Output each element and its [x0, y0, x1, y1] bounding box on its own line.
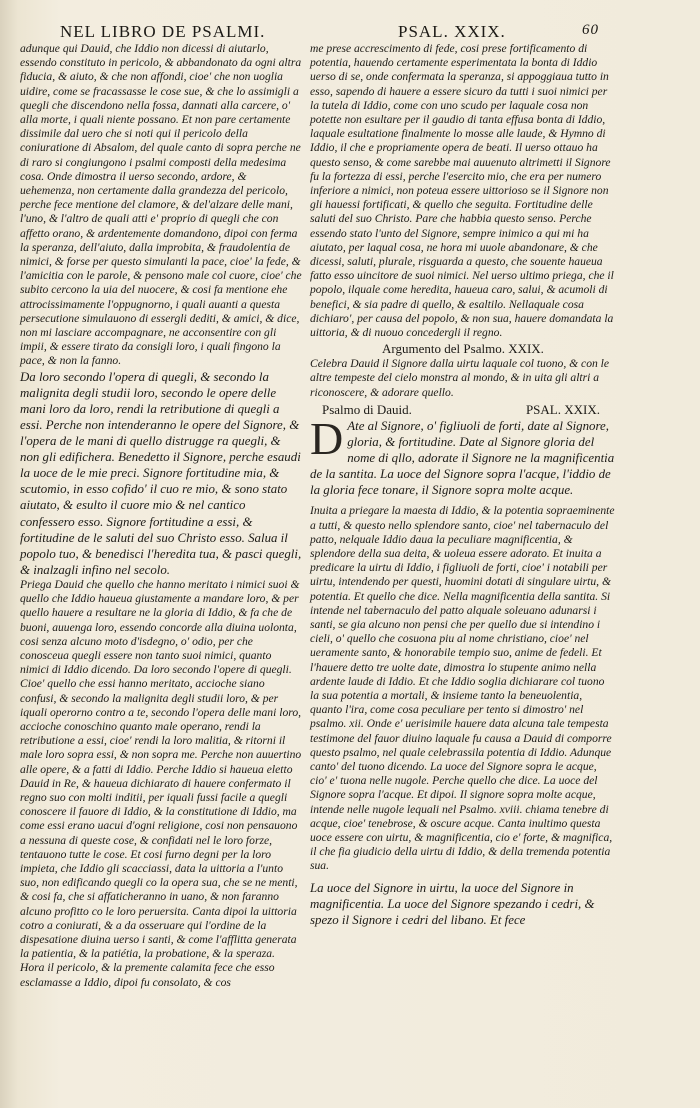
right-column [310, 42, 616, 928]
psalm-text-body: Ate al Signore, o' figliuoli de forti, date al Signore, gloria, & fortitudine. Date al Signore gloria del nome di qllo, adorate il Signore ne la magnificentia de la santita. La uoce del Signore sopra l'acque, l'iddio de la gloria fece tonare, il Signore sopra molte acque. [310, 418, 615, 498]
drop-cap-letter: D [310, 412, 344, 464]
running-header [60, 22, 620, 44]
commentary-top-left: adunque qui Dauid, che Iddio non dicessi di aiutarlo, essendo constituto in pericolo, & abbandonato da ogni altra fiducia, & aiuto, & che non affondi, cioe' che non uoglia uidire, come se fracassasse le cose sue, & che lo assimigli a quegli che discendono nella fossa, dannati alla carcere, o' alla morte, i quali niente possano. Et non pare certamente dissimile dal uero che si noti qui il pericolo della coniuratione di Absalom, del quale canto di sopra perche ne di raro si congiungono i psalmi composti della medesima cosa. Onde dimostra il uerso secondo, ardore, & uehemenza, non certamente dalla grandezza del pericolo, perche fece mentione del clamore, & del'alzare delle mani, l'uno, & l'altro de quali atti e' proprio di quegli che con affetto orano, & ardentemente domandono, dipoi con ferma la speranza, dell'aiuto, dalla improbita, & fraudolentia de nimici, & forse per questo simulanti la pace, cioe' la fede, & l'amicitia con le parole, & pensono male col cuore, cioe' che subito cercono la uia del nuocere, & cosi fa mentione ehe attrocissimamente l'oppugnorno, i quali auanti a questa persecutione simulauono di essergli dediti, & amici, & dice, non mi lasciare accompagnare, ne acconsentire con gli impii, & essere tirato da consigli loro, i quali fingono la pace, & non la fanno. [20, 42, 302, 368]
commentary-top-right: me prese accrescimento di fede, cosi prese fortificamento di potentia, hauendo certamente esperimentata la bonta di Iddio uerso di se, onde confermata la speranza, si appoggiaua tutto in esso, sapendo di hauere a essere sicuro da tutti i suoi nimici per la tutela di Iddio, come con uno scudo per laquale cosa non potette non esultare per il gaudio di tanta effusa bonta di Iddio, laquale esultatione finalmente lo mosse alle laude, & Hymno di Iddio, il che e propriamente opera de beati. Il uerso ottauo ha questo senso, & come sarebbe mai auuenuto altrimetti il Signore fu la fortezza di essi, perche l'esercito mio, che era per numero inferiore a nimici, non poteua essere uittorioso se il Signore non gli hauessi fortificati, & quello che seguita. Fortitudine delle saluti del suo Christo. Pare che habbia questo senso. Perche essendo stato l'unto del Signore, sempre inimico a qui mi ha aiutato, per laqual cosa, ne hora mi uuole abandonare, & che dicessi, saluti, plurale, risguarda a questo, che souente haueua fatto esso uincitore de suoi nimici. Nel uerso ultimo priega, che il popolo, ilquale come heredita, haueua caro, salui, & acumoli di benefici, & sia padre di quello, & esaltilo. Nellaquale cosa dichiaro', per causa del popolo, & non sua, hauere domandata la uittoria, & di nuouo concedergli il regno. [310, 42, 614, 340]
running-title: NEL LIBRO DE PSALMI. [60, 22, 266, 41]
left-column [20, 42, 302, 990]
argument-text: Celebra Dauid il Signore dalla uirtu laquale col tuono, & con le altre tempeste del cielo monstra al mondo, & in uita gli altri a riconoscere, & adorare quello. [310, 357, 610, 399]
psalm-heading [310, 402, 616, 418]
commentary-middle-right: Inuita a priegare la maesta di Iddio, & la potentia sopraeminente a tutti, & questo nello splendore santo, cioe' nel tabernaculo del patto, nelquale Iddio daua la peculiare magnificentia, & splendore della sua deita, & uoleua essere adorato. Et inuita a predicare la uirtu di Iddio, i figliuoli de forti, cioe' i notabili per uirtu, intendendo per questi, huomini dotati di singulare uirtu, & potentia. Et quello che dice. Nella magnificentia della santita. Si intende nel tabernaculo del patto alquale soleuano adunarsi i santi, se gia alcuno non pensi che per quello due si intendino i cieli, o' quello che cosuona piu al nome christiano, cioe' nel ueramente santo, & honorabile tempio suo, anime de fedeli. Et l'hauere detto tre uolte date, dimostra lo stupente animo nella ardente laude di Iddio. Et che Iddio soglia dichiarare col tuono la sua potentia a mortali, & insieme tanto la beneuolentia, quanto l'ira, come cosa peculiare per tento si dimostro' nel psalmo. xii. Onde e' uerisimile hauere data alcuna tale tempesta testimone del fauor diuino laquale fu causa a Dauid di comporre questo psalmo, nel quale celebrassila potentia di Iddio. Adunque canto' del tuono dicendo. La uoce del Signore sopra le acque, cio' e' tuona nelle nugole. Perche quello che dice. La uoce del Signore sopra l'acque. Et dipoi. Il signore sopra molte acque, intende nelle nugole lequali nel Psalmo. xviii. chiama tenebre di acque, cioe' tenebrose, & oscure acque. Canta inultimo questa uoce essere con uirtu, & magnificentia, cio e' forte, & magnifica, il che fia giudicio della uirtu di Iddio, & della tremenda potentia sua. [310, 504, 615, 873]
psalm-label: PSAL. XXIX. [525, 401, 600, 417]
argument-title: Argumento del Psalmo. XXIX. [382, 341, 544, 357]
folio-number: 60 [582, 22, 599, 38]
psalm-text-left: Da loro secondo l'opera di quegli, & secondo la malignita degli studii loro, secondo le opere delle mani loro da loro, rendi la retributione di quegli a essi. Perche non intenderanno le opere del Signore, & l'opera de le mani di quello distrugge ra quegli, & non gli edifichera. Benedetto il Signore, perche esaudi la uoce de le mie preci. Signore fortitudine mia, & scutomio, in esso cofido' il cuo re mio, & sono stato aiutato, & esulto il cuore mio & nel cantico confessero esso. Signore fortitudine a essi, & fortitudine de le saluti del suo Christo esso. Salua il popolo tuo, & benedisci l'heredita tua, & pasci quegli, & inalzagli infino nel secolo. [20, 369, 302, 577]
commentary-bottom-left: Priega Dauid che quello che hanno meritato i nimici suoi & quello che Iddio haueua giustamente a mandare loro, & per quello hauere a resultare ne la gloria di Iddio, & fa che de buoni, auuenga loro, essendo concorde alla diuina uolonta, cosi senza alcuno moto d'isdegno, o' odio, per che conosceua quegli essere non tanto suoi nimici, quanto nimici di Iddio dicendo. Da loro secondo l'opere di quegli. Cioe' quello che essi hanno meritato, accioche siano confusi, & secondo la malignita degli studii loro, & per iquali operorno contro a te, secondo l'opera delle mani loro, accioche conoschino quanto male operano, rendi la retributione a essi, cioe' rendi la loro malitia, & ritorni il male loro sopra essi, & non sopra me. Perche non auuertino alle opere, & a fatti di Iddio. Perche Iddio si haueua eletto Dauid in Re, & haueua dichiarato di hauere confermato il regno suo con molti inditii, per iquali fussi facile a quegli conoscere il fauore di Iddio, & la constitutione di Iddio, ma come essi erano uacui d'ogni religione, cosi non pensauono a nessuna di queste cose, & confidati nel le loro forze, tentauono tutte le cose. Et cosi furno degni per la loro impieta, che Iddio gli scacciassi, data la uittoria a l'unto suo, non edificando quegli co la opera sua, che se ne menti, & cosi fa, che si affaticheranno in uano, & non faranno alcuno profitto co le loro peruersita. Canta dipoi la uittoria cotro a coniurati, & a da osseruare qui l'ordine de la dispesatione diuina uerso i santi, & come l'afflitta generata la patientia, & la patiétia, la probatione, & la speraza. Hora il pericolo, & la premente calamita fece che esso esclamasse a Iddio, dipoi fu consolato, & cos [20, 577, 302, 989]
psalm-text-bottom: La uoce del Signore in uirtu, la uoce del Signore in magnificentia. La uoce del Signore spezando i cedri, & spezo il Signore i cedri del libano. Et fece [310, 880, 595, 927]
psalm-text-right [310, 412, 616, 498]
psalm-number: PSAL. XXIX. [398, 22, 506, 41]
psalm-of-david: Psalmo di Dauid. [322, 401, 412, 417]
